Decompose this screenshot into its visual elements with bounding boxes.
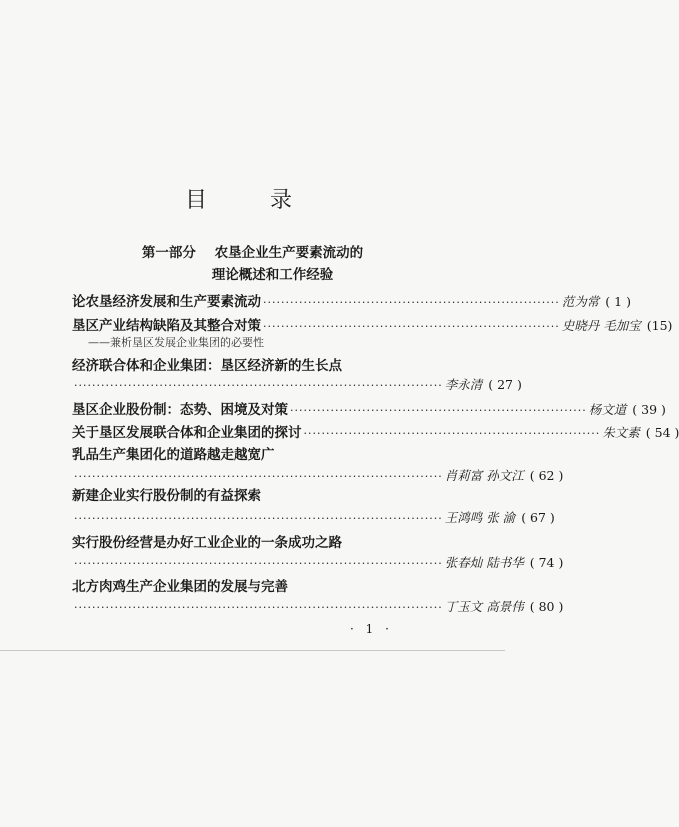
toc-entry-page: ( 62 ) [529,468,564,483]
leader-dots: ·································································· [290,404,587,417]
toc-entry-author: 朱文素 [602,425,640,440]
toc-entry-page: ( 54 ) [645,425,679,440]
toc-entry-page: ( 27 ) [488,377,522,392]
toc-entry-author: 肖莉富 孙文江 [444,468,524,483]
toc-entry-author: 张春灿 陆书华 [444,555,524,570]
toc-entry-title: 关于垦区发展联合体和企业集团的探讨 [72,425,302,441]
page-title: 目 录 [185,188,320,213]
page-number: · 1 · [350,622,393,636]
toc-entry[interactable] [72,421,679,441]
toc-entry-title-line[interactable] [72,354,412,372]
toc-entry-page: ( 1 ) [605,294,631,309]
toc-entry-title: 北方肉鸡生产企业集团的发展与完善 [72,579,288,595]
toc-entry-author: 李永清 [444,377,483,392]
part-heading [0,241,505,261]
toc-entry[interactable] [72,375,522,393]
toc-entry-page: ( 74 ) [529,555,564,570]
toc-entry-author: 丁玉文 高景伟 [444,599,524,614]
toc-entry-title-line[interactable] [72,443,412,461]
toc-entry-page: (15) [646,318,673,333]
toc-entry[interactable] [72,597,564,615]
leader-dots: ·································································· [303,427,601,440]
part-title-line2: 理论概述和工作经验 [211,267,334,283]
toc-entry[interactable] [72,398,666,418]
leader-dots: ·················································································· [74,601,443,614]
divider [0,650,505,651]
toc-entry-title: 论农垦经济发展和生产要素流动 [72,294,261,310]
leader-dots: ·················································································· [74,512,443,525]
toc-entry[interactable] [72,290,631,310]
toc-entry[interactable] [72,466,564,484]
leader-dots: ·················································································· [74,470,443,483]
toc-entry-subtitle: ——兼析垦区发展企业集团的必要性 [88,336,264,349]
toc-entry[interactable] [72,553,564,571]
toc-entry-title: 乳品生产集团化的道路越走越宽广 [72,447,275,463]
leader-dots: ·································································· [263,320,560,333]
toc-entry-title: 垦区企业股份制：态势、困境及对策 [72,402,288,418]
part-title-line1: 农垦企业生产要素流动的 [214,245,364,261]
toc-entry-author: 杨文道 [588,402,627,417]
toc-entry-title: 新建企业实行股份制的有益探索 [72,488,261,504]
toc-entry-title: 经济联合体和企业集团：垦区经济新的生长点 [72,358,342,374]
toc-entry-page: ( 67 ) [521,510,555,525]
part-label: 第一部分 [141,245,196,261]
toc-entry-title-line[interactable] [72,575,412,593]
toc-entry-title: 实行股份经营是办好工业企业的一条成功之路 [72,535,342,551]
toc-entry-title-line[interactable] [72,484,412,502]
toc-entry-author: 王鸿鸣 张 渝 [444,510,516,525]
toc-entry-author: 范为常 [561,294,600,309]
toc-entry[interactable] [72,508,555,526]
toc-entry-author: 史晓丹 毛加宝 [561,318,641,333]
toc-entry-page: ( 80 ) [529,599,564,614]
toc-entry[interactable] [72,314,673,334]
leader-dots: ·················································································· [74,379,443,392]
toc-entry-title: 垦区产业结构缺陷及其整合对策 [72,318,261,334]
toc-entry-title-line[interactable] [72,531,412,549]
leader-dots: ·················································································· [74,557,443,570]
toc-entry-page: ( 39 ) [632,402,666,417]
leader-dots: ·································································· [263,296,560,309]
